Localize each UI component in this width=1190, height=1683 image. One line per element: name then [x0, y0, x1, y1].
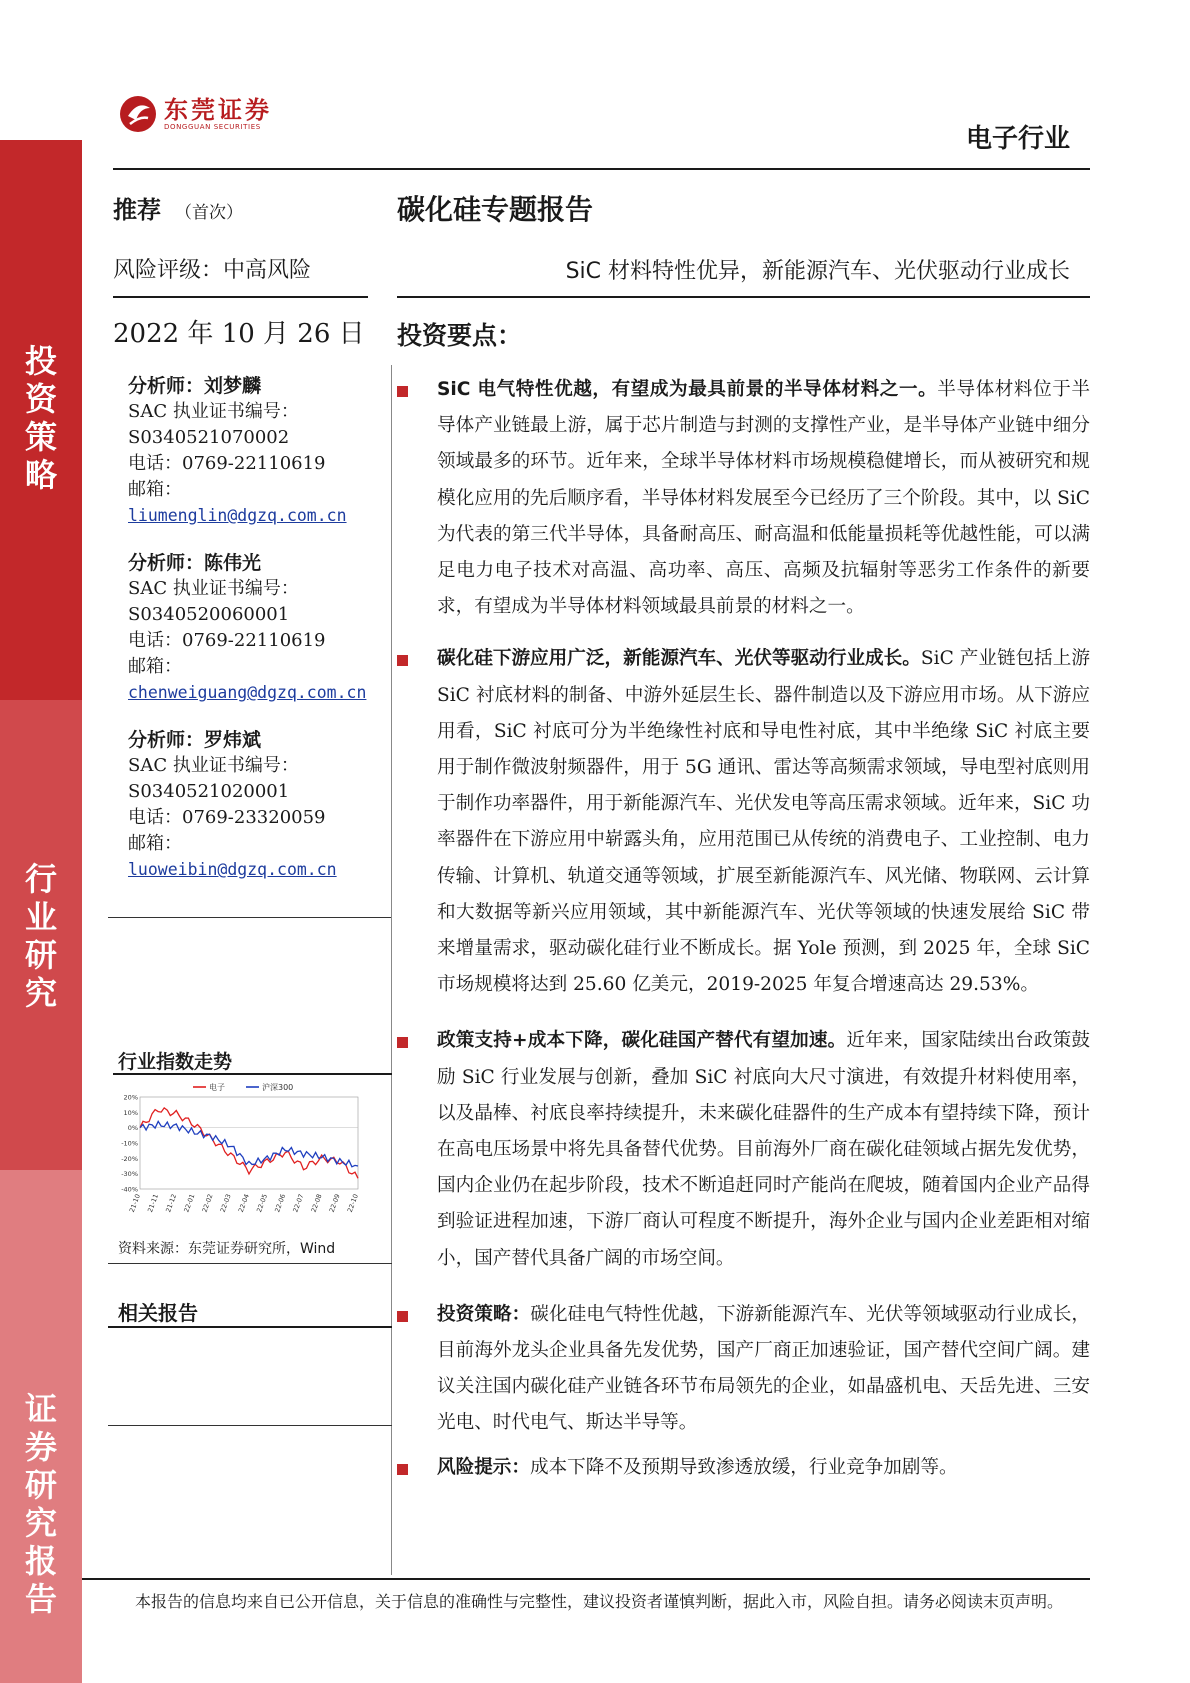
analyst-sac-label: SAC 执业证书编号： [128, 755, 299, 776]
y-tick-label: -30% [121, 1170, 138, 1179]
analyst-email-link[interactable]: liumenglin@dgzq.com.cn [128, 506, 347, 525]
key-point-body: 近年来，国家陆续出台政策鼓励 SiC 行业发展与创新，叠加 SiC 衬底向大尺寸演进，有效提升材料使用率，以及晶棒、衬底良率持续提升，未来碳化硅器件的生产成本有望持续下降，预计在高电压场景中将先具备替代优势。目前海外厂商在碳化硅领域占据先发优势，国内企业仍在起步阶段，技术不断追赶同时产能尚在爬坡，随着国内企业产品得到验证进程加速，下游厂商认可程度不断提升，海外企业与国内企业差距相对缩小，国产替代具备广阔的市场空间。 [437, 1030, 1090, 1269]
analyst-sac: S0340521020001 [128, 781, 290, 802]
logo-icon [118, 94, 158, 134]
related-divider-bottom [108, 1425, 392, 1426]
sidebar-char: 告 [24, 1580, 57, 1618]
column-divider [391, 365, 392, 1575]
chart-legend [193, 1082, 293, 1092]
key-point [397, 1297, 1090, 1442]
source-divider [108, 1263, 392, 1264]
analyst-list [128, 373, 398, 904]
sidebar-char: 资 [24, 380, 57, 418]
y-tick-label: -40% [121, 1185, 138, 1194]
sidebar-char: 究 [24, 1504, 57, 1542]
x-tick-label: 22-03 [218, 1192, 233, 1214]
sidebar-char: 报 [24, 1542, 57, 1580]
analyst-card [128, 373, 398, 529]
y-tick-label: -20% [121, 1154, 138, 1163]
analyst-sac-label: SAC 执业证书编号： [128, 578, 299, 599]
sidebar-char: 券 [24, 1428, 57, 1466]
sidebar-char: 研 [24, 936, 57, 974]
x-tick-label: 22-06 [273, 1192, 288, 1214]
disclaimer: 本报告的信息均来自已公开信息，关于信息的准确性与完整性，建议投资者谨慎判断，据此入市，风险自担。请务必阅读末页声明。 [135, 1592, 1064, 1611]
x-tick-label: 22-08 [309, 1192, 324, 1214]
rating [113, 190, 243, 225]
series-line-electronics [140, 1108, 358, 1178]
legend-label-electronics: 电子 [209, 1083, 225, 1092]
sidebar-char: 研 [24, 1466, 57, 1504]
key-point-body: SiC 产业链包括上游 SiC 衬底材料的制备、中游外延层生长、器件制造以及下游应用市场。从下游应用看，SiC 衬底可分为半绝缘性衬底和导电性衬底，其中半绝缘 SiC 衬底主要用于制作微波射频器件，用于 5G 通讯、雷达等高频需求领域，导电型衬底则用于制作功率器件，用于新能源汽车、光伏发电等高压需求领域。近年来，SiC 功率器件在下游应用中崭露头角，应用范围已从传统的消费电子、工业控制、电力传输、计算机、轨道交通等领域，扩展至新能源汽车、风光储、物联网、云计算和大数据等新兴应用领域，其中新能源汽车、光伏等领域的快速发展给 SiC 带来增量需求，驱动碳化硅行业不断成长。据 Yole 预测，到 2025 年，全球 SiC 市场规模将达到 25.60 亿美元，2019-2025 年复合增速高达 29.53%。 [437, 648, 1090, 996]
company-logo [118, 93, 272, 135]
analyst-sac: S0340521070002 [128, 427, 290, 448]
x-tick-label: 22-02 [200, 1192, 215, 1214]
x-tick-label: 22-09 [327, 1192, 342, 1214]
key-point [397, 1450, 1090, 1486]
analyst-email-link[interactable]: luoweibin@dgzq.com.cn [128, 860, 337, 879]
key-point [397, 1023, 1090, 1276]
key-point-lead: 政策支持+成本下降，碳化硅国产替代有望加速。 [437, 1030, 847, 1052]
key-point [397, 641, 1090, 1003]
chart-series [140, 1108, 358, 1178]
y-tick-label: 0% [127, 1124, 138, 1133]
key-point-body: 半导体材料位于半导体产业链最上游，属于芯片制造与封测的支撑性产业，是半导体产业链中细分领域最多的环节。近年来，全球半导体材料市场规模稳健增长，而从被研究和规模化应用的先后顺序看，半导体材料发展至今已经历了三个阶段。其中，以 SiC 为代表的第三代半导体，具备耐高压、耐高温和低能量损耗等优越性能，可以满足电力电子技术对高温、高功率、高压、高频及抗辐射等恶劣工作条件的新要求，有望成为半导体材料领域最具前景的材料之一。 [437, 379, 1090, 618]
sidebar-char: 业 [24, 898, 57, 936]
bullet-square-icon [397, 655, 408, 666]
sidebar-label-strategy [0, 342, 82, 494]
related-reports-title: 相关报告 [118, 1301, 198, 1325]
key-point-body: 成本下降不及预期导致渗透放缓，行业竞争加剧等。 [529, 1456, 958, 1478]
analyst-card [128, 727, 398, 883]
x-tick-label: 21-11 [146, 1192, 161, 1214]
risk-rating: 风险评级：中高风险 [113, 258, 312, 283]
key-point-lead: SiC 电气特性优越，有望成为最具前景的半导体材料之一。 [437, 379, 938, 400]
key-point-lead: 碳化硅下游应用广泛，新能源汽车、光伏等驱动行业成长。 [437, 648, 921, 670]
logo-name-cn: 东莞证券 [164, 94, 272, 124]
key-points-title: 投资要点： [397, 321, 523, 350]
rating-label: 推荐 [113, 196, 161, 224]
logo-name-en: DONGGUAN SECURITIES [164, 122, 261, 131]
legend-label-hs300: 沪深300 [262, 1083, 294, 1092]
rating-note: （首次） [175, 203, 243, 223]
analyst-phone: 电话：0769-22110619 [128, 630, 326, 651]
sidebar-char: 行 [24, 860, 57, 898]
sidebar-char: 究 [24, 974, 57, 1012]
sidebar-label-report [0, 1390, 82, 1618]
header-divider [113, 168, 1090, 170]
x-tick-label: 21-10 [127, 1192, 142, 1214]
analyst-name: 分析师：陈伟光 [128, 552, 262, 574]
report-title: 碳化硅专题报告 [397, 193, 594, 226]
x-tick-label: 22-05 [255, 1192, 270, 1214]
analyst-email-link[interactable]: chenweiguang@dgzq.com.cn [128, 683, 367, 702]
sidebar-char: 投 [24, 342, 57, 380]
report-subtitle: SiC 材料特性优异，新能源汽车、光伏驱动行业成长 [565, 259, 1070, 284]
industry-index-chart [118, 1077, 390, 1222]
related-divider-top [108, 1326, 392, 1328]
x-tick-label: 22-07 [291, 1192, 306, 1214]
industry-label: 电子行业 [965, 124, 1070, 154]
analyst-phone: 电话：0769-22110619 [128, 453, 326, 474]
analyst-email-label: 邮箱： [128, 833, 182, 854]
x-tick-label: 21-12 [164, 1192, 179, 1214]
analyst-sac: S0340520060001 [128, 604, 290, 625]
y-tick-label: 20% [123, 1093, 138, 1102]
key-point-lead: 风险提示： [437, 1456, 530, 1478]
chart-source: 资料来源：东莞证券研究所，Wind [118, 1241, 336, 1257]
x-tick-label: 22-04 [236, 1192, 251, 1214]
x-tick-label: 22-10 [345, 1192, 360, 1214]
analyst-name: 分析师：罗炜斌 [128, 729, 262, 751]
sidebar-char: 策 [24, 418, 57, 456]
bullet-square-icon [397, 386, 408, 397]
sidebar-char: 证 [24, 1390, 57, 1428]
analyst-phone: 电话：0769-23320059 [128, 807, 326, 828]
y-tick-label: -10% [121, 1139, 138, 1148]
analyst-card [128, 550, 398, 706]
analyst-name: 分析师：刘梦麟 [128, 375, 262, 397]
sidebar-char: 略 [24, 456, 57, 494]
bullet-square-icon [397, 1311, 408, 1322]
key-point-lead: 投资策略： [437, 1303, 531, 1325]
footer-divider [82, 1578, 1090, 1580]
key-point [397, 372, 1090, 625]
report-date: 2022 年 10 月 26 日 [113, 319, 365, 349]
key-point-body: 碳化硅电气特性优越，下游新能源汽车、光伏等领域驱动行业成长，目前海外龙头企业具备先发优势，国产厂商正加速验证，国产替代空间广阔。建议关注国内碳化硅产业链各环节布局领先的企业，如晶盛机电、天岳先进、三安光电、时代电气、斯达半导等。 [437, 1303, 1090, 1434]
chart-title: 行业指数走势 [118, 1051, 233, 1073]
bullet-square-icon [397, 1464, 408, 1475]
meta-divider [113, 296, 368, 298]
analyst-email-label: 邮箱： [128, 479, 182, 500]
bullet-square-icon [397, 1037, 408, 1048]
analyst-email-label: 邮箱： [128, 656, 182, 677]
chart-title-divider [113, 1073, 392, 1075]
analyst-divider [108, 917, 392, 918]
x-tick-label: 22-01 [182, 1192, 197, 1214]
sidebar-label-industry [0, 860, 82, 1012]
title-divider [397, 296, 1090, 298]
key-points-list [397, 372, 1090, 1486]
analyst-sac-label: SAC 执业证书编号： [128, 401, 299, 422]
y-tick-label: 10% [123, 1108, 138, 1117]
